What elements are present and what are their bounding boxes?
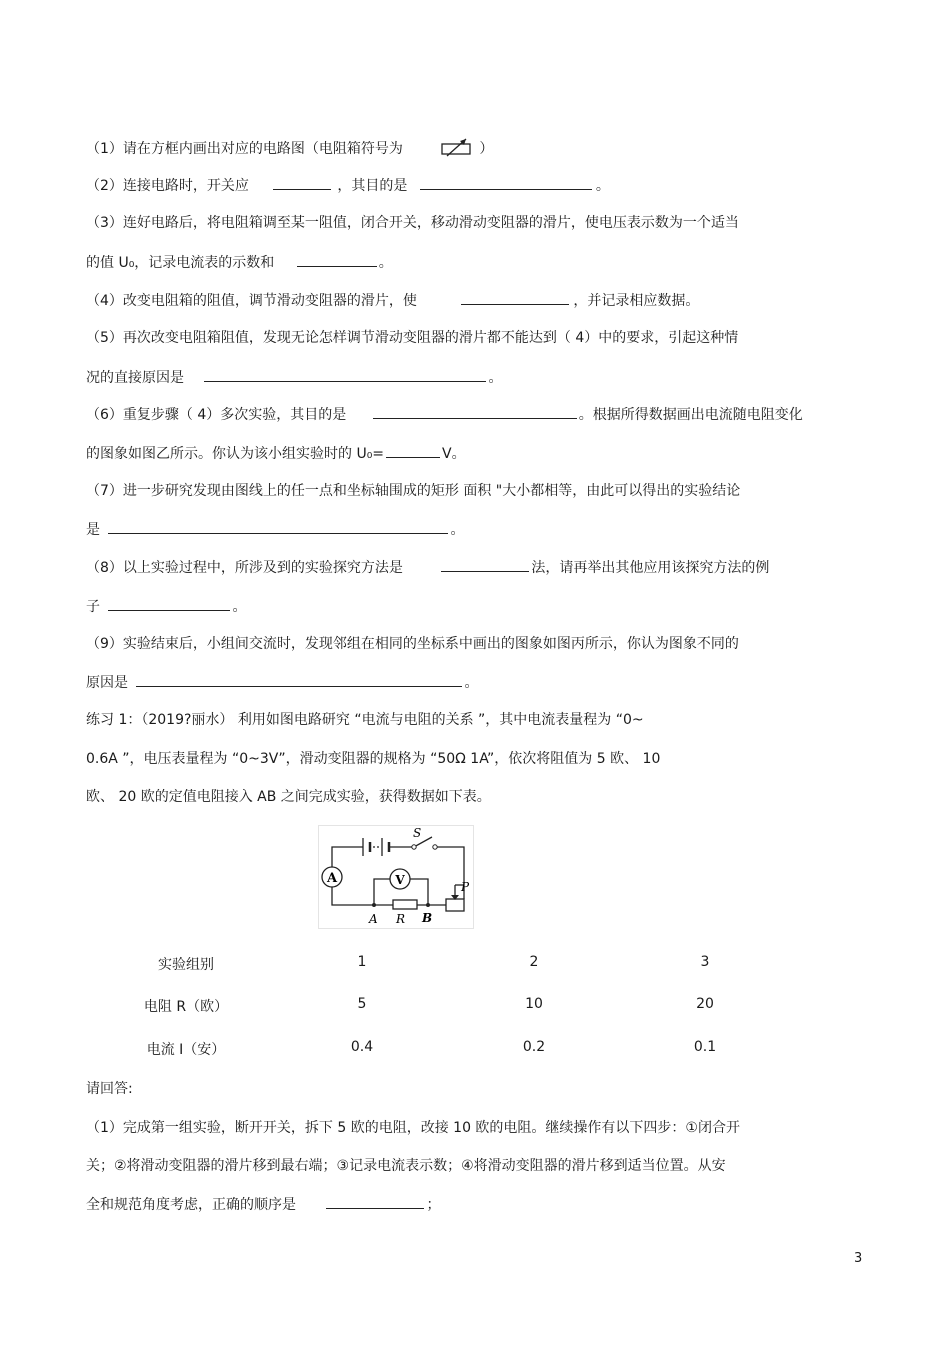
q2-end: 。 <box>595 178 610 194</box>
table-cell: 10 <box>525 996 543 1012</box>
q4-line <box>86 290 699 311</box>
answer-line-1: （1）完成第一组实验，断开开关，拆下 5 欧的电阻，改接 10 欧的电阻。继续操作有以下四步：①闭合开 <box>86 1120 740 1136</box>
q2-blank-1[interactable] <box>273 175 331 190</box>
q9-line-2 <box>86 672 478 693</box>
q8-end: 。 <box>232 599 247 615</box>
slider-label: P <box>461 880 470 894</box>
q7-text: 是 <box>86 522 100 538</box>
q2-line <box>86 175 610 196</box>
q1-line <box>86 136 493 159</box>
answer-line-3 <box>86 1194 440 1215</box>
q3-blank[interactable] <box>297 252 377 267</box>
table-cell: 0.4 <box>350 1039 374 1055</box>
q7-line-1: （7）进一步研究发现由图线上的任一点和坐标轴围成的矩形 面积 "大小都相等，由此可以得出的实验结论 <box>86 483 741 499</box>
answer-blank[interactable] <box>326 1194 424 1209</box>
table-row <box>0 996 950 1016</box>
q6-line-1 <box>86 404 803 425</box>
practice-line-1: 练习 1：（2019?丽水） 利用如图电路研究 “电流与电阻的关系 ”，其中电流表量程为 “0~ <box>86 712 644 728</box>
q6-blank-1[interactable] <box>373 404 577 419</box>
table-cell: 0.2 <box>522 1039 546 1055</box>
q5-text: 况的直接原因是 <box>86 370 184 386</box>
q3-line-1: （3）连好电路后，将电阻箱调至某一阻值，闭合开关，移动滑动变阻器的滑片，使电压表示数为一个适当 <box>86 215 739 231</box>
table-cell: 1 <box>357 954 367 970</box>
q1-text: （1）请在方框内画出对应的电路图（电阻箱符号为 <box>86 141 403 157</box>
q4-end: ，并记录相应数据。 <box>573 293 700 309</box>
switch-label: S <box>413 826 422 840</box>
q6-text-2: 。根据所得数据画出电流随电阻变化 <box>578 407 803 423</box>
q5-end: 。 <box>488 370 503 386</box>
q6-blank-2[interactable] <box>386 443 440 458</box>
table-row <box>0 954 950 974</box>
page-number: 3 <box>854 1251 863 1266</box>
q5-line-1: （5）再次改变电阻箱阻值，发现无论怎样调节滑动变阻器的滑片都不能达到（ 4）中的要求，引起这种情 <box>86 330 739 346</box>
q8-blank-2[interactable] <box>108 596 230 611</box>
table-cell: 2 <box>529 954 539 970</box>
table-cell: 5 <box>357 996 367 1012</box>
table-cell: 3 <box>700 954 710 970</box>
q8-blank-1[interactable] <box>441 557 529 572</box>
circuit-diagram <box>318 825 474 929</box>
table-cell: 电流 I（安） <box>146 1042 226 1058</box>
q7-line-2 <box>86 519 464 540</box>
q8-text: （8）以上实验过程中，所涉及到的实验探究方法是 <box>86 560 403 576</box>
q8-line-1 <box>86 557 769 578</box>
table-cell: 0.1 <box>693 1039 717 1055</box>
answer-text: 全和规范角度考虑，正确的顺序是 <box>86 1197 296 1213</box>
q3-text: 的值 U₀，记录电流表的示数和 <box>86 255 275 271</box>
table-cell: 20 <box>696 996 714 1012</box>
table-cell: 电阻 R（欧） <box>143 999 229 1015</box>
q2-text: （2）连接电路时，开关应 <box>86 178 249 194</box>
point-a-label: A <box>369 912 378 926</box>
resistance-box-symbol <box>441 136 471 158</box>
q3-end: 。 <box>378 255 393 271</box>
q9-text: 原因是 <box>86 675 128 691</box>
resistor-label: R <box>396 912 406 926</box>
q8-text-3: 子 <box>86 599 100 615</box>
q2-blank-2[interactable] <box>420 175 592 190</box>
answer-line-2: 关；②将滑动变阻器的滑片移到最右端；③记录电流表示数；④将滑动变阻器的滑片移到适当位置。从安 <box>86 1158 726 1174</box>
q1-text-end: ） <box>479 141 494 157</box>
q6-unit: V。 <box>442 446 466 462</box>
q5-blank[interactable] <box>204 367 486 382</box>
answer-end: ； <box>426 1197 441 1213</box>
q7-blank[interactable] <box>108 519 448 534</box>
q5-line-2 <box>86 367 502 388</box>
practice-line-2: 0.6A ”，电压表量程为 “0~3V”，滑动变阻器的规格为 “50Ω 1A”，依次将阻值为 5 欧、 10 <box>86 751 661 767</box>
q4-text: （4）改变电阻箱的阻值，调节滑动变阻器的滑片，使 <box>86 293 417 309</box>
q6-text: （6）重复步骤（ 4）多次实验，其目的是 <box>86 407 347 423</box>
answer-prompt: 请回答: <box>86 1081 133 1097</box>
q9-blank[interactable] <box>136 672 462 687</box>
q8-text-2: 法，请再举出其他应用该探究方法的例 <box>531 560 770 576</box>
table-row <box>0 1039 950 1059</box>
q2-text-2: ，其目的是 <box>337 178 408 194</box>
ammeter-label: A <box>326 871 338 886</box>
q7-end: 。 <box>450 522 465 538</box>
q9-line-1: （9）实验结束后，小组间交流时，发现邻组在相同的坐标系中画出的图象如图丙所示，你认为图象不同的 <box>86 636 739 652</box>
voltmeter-label: V <box>395 873 405 887</box>
q4-blank[interactable] <box>461 290 569 305</box>
q8-line-2 <box>86 596 246 617</box>
table-cell: 实验组别 <box>158 957 214 973</box>
q9-end: 。 <box>464 675 479 691</box>
point-b-label: B <box>422 911 433 925</box>
q6-text-3: 的图象如图乙所示。你认为该小组实验时的 U₀= <box>86 446 385 462</box>
practice-line-3: 欧、 20 欧的定值电阻接入 AB 之间完成实验，获得数据如下表。 <box>86 789 491 805</box>
q3-line-2 <box>86 252 393 273</box>
q6-line-2 <box>86 443 466 464</box>
